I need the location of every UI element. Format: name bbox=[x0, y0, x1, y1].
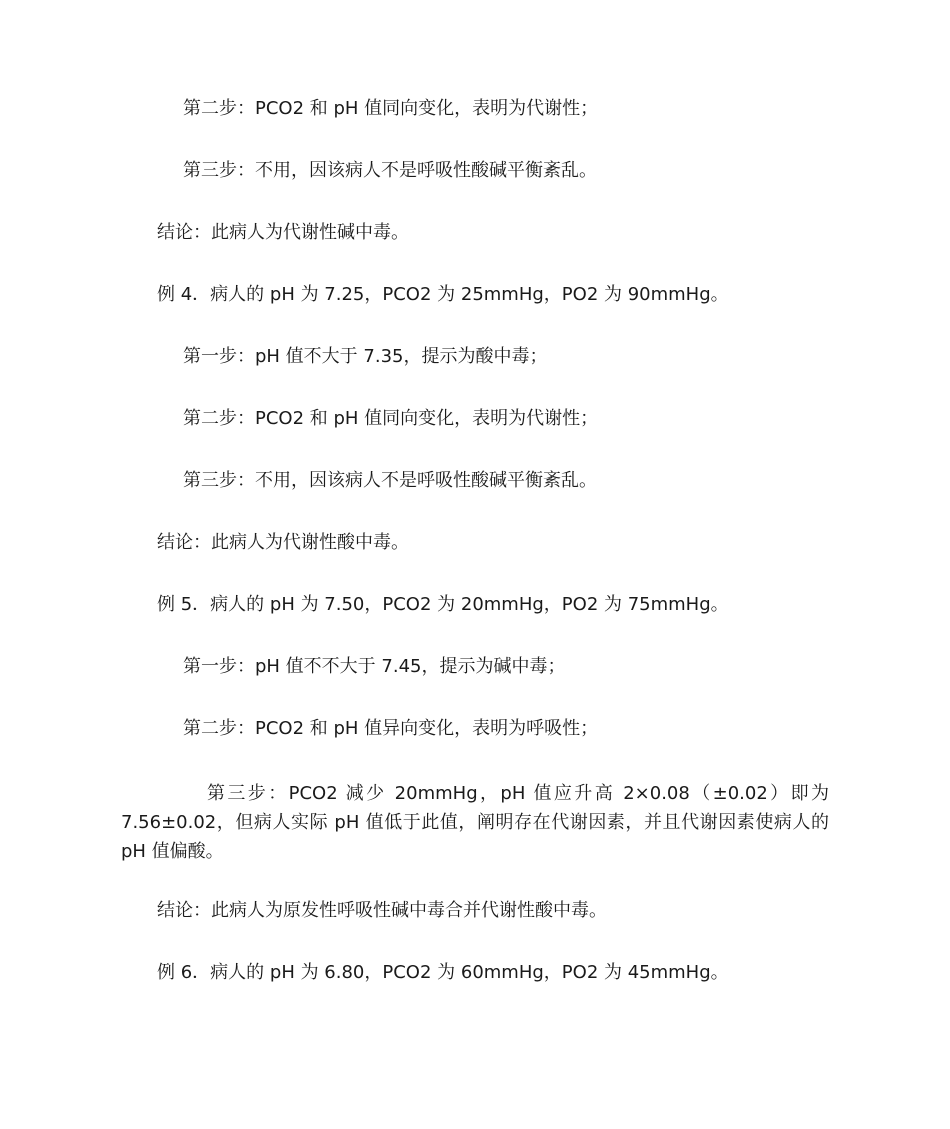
conclusion-paragraph: 结论：此病人为代谢性酸中毒。 bbox=[157, 532, 409, 553]
example-6-heading: 例 6．病人的 pH 为 6.80，PCO2 为 60mmHg，PO2 为 45mmHg。 bbox=[157, 962, 729, 983]
example-5-heading: 例 5．病人的 pH 为 7.50，PCO2 为 20mmHg，PO2 为 75mmHg。 bbox=[157, 594, 729, 615]
step-3-paragraph: 第三步：PCO2 减少 20mmHg，pH 值应升高 2×0.08（±0.02）即为 7.56±0.02，但病人实际 pH 值低于此值，阐明存在代谢因素，并且代谢因素使病人的 pH 值偏酸。 bbox=[121, 783, 829, 862]
step-1-paragraph: 第一步：pH 值不大于 7.35，提示为酸中毒； bbox=[183, 346, 548, 367]
step-3-paragraph: 第三步：不用，因该病人不是呼吸性酸碱平衡紊乱。 bbox=[183, 470, 597, 491]
step-2-paragraph: 第二步：PCO2 和 pH 值同向变化，表明为代谢性； bbox=[183, 98, 599, 119]
conclusion-paragraph: 结论：此病人为代谢性碱中毒。 bbox=[157, 222, 409, 243]
conclusion-paragraph: 结论：此病人为原发性呼吸性碱中毒合并代谢性酸中毒。 bbox=[157, 900, 607, 921]
step-2-paragraph: 第二步：PCO2 和 pH 值异向变化，表明为呼吸性； bbox=[183, 718, 599, 739]
step-3-paragraph: 第三步：不用，因该病人不是呼吸性酸碱平衡紊乱。 bbox=[183, 160, 597, 181]
step-1-paragraph: 第一步：pH 值不不大于 7.45，提示为碱中毒； bbox=[183, 656, 566, 677]
example-4-heading: 例 4．病人的 pH 为 7.25，PCO2 为 25mmHg，PO2 为 90mmHg。 bbox=[157, 284, 729, 305]
step-2-paragraph: 第二步：PCO2 和 pH 值同向变化，表明为代谢性； bbox=[183, 408, 599, 429]
